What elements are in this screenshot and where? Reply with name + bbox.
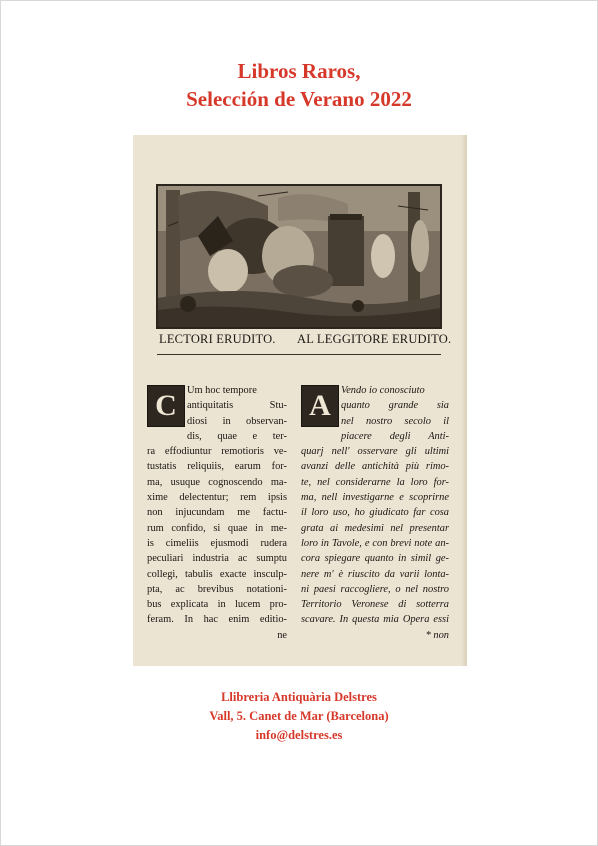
engraving-illustration [156, 184, 442, 329]
latin-line: bus explicata in lucem pro- [147, 599, 287, 611]
italian-line: piacere degli Anti- [341, 430, 449, 442]
page-edge-shadow [461, 135, 467, 666]
latin-line: xime delectentur; rem ipsis [147, 492, 287, 504]
bookshop-name: Llibreria Antiquària Delstres [221, 690, 377, 704]
latin-line: non injucundam me factu- [147, 507, 287, 519]
italian-line: Vendo io conosciuto [341, 385, 425, 396]
latin-line: is cimeliis ejusmodi rudera [147, 537, 287, 549]
latin-line: diosi in observan- [187, 415, 287, 427]
italian-line: Territorio Veronese di sotterra [301, 599, 449, 611]
heading-italian: AL LEGGITORE ERUDITO. [297, 332, 452, 346]
bookshop-email[interactable]: info@delstres.es [255, 728, 343, 742]
latin-line: ra effodiuntur remotioris ve- [147, 446, 287, 458]
italian-line: nere m' è riuscito da varii lonta- [301, 568, 449, 580]
italian-line: cora spiegare quanto in simil ge- [301, 553, 449, 565]
latin-line: collegi, tabulis exacte insculp- [147, 568, 287, 580]
italian-line: avanzi delle antichità più rimo- [301, 461, 449, 473]
latin-line: feram. In hac enim editio- [147, 614, 287, 626]
italian-line: te, nel considerarne la loro for- [301, 476, 449, 488]
latin-line: dis, quae e ter- [187, 430, 287, 442]
latin-line: antiquitatis Stu- [187, 400, 287, 412]
latin-line: Um hoc tempore [187, 385, 257, 396]
italian-line: grata ai medesimi nel presentar [301, 522, 449, 534]
heading-latin: LECTORI ERUDITO. [159, 332, 276, 346]
latin-line: peculiari industria ac sumptu [147, 553, 287, 565]
latin-line: rum confido, si quae in me- [147, 522, 287, 534]
title-line-1: Libros Raros, [237, 59, 361, 83]
italian-line: ma, nell investigarne e scoprirne [301, 492, 449, 504]
italian-line: il loro uso, ho giudicato far cosa [301, 507, 449, 519]
italian-line: ni paesi raccogliere, o nel nostro [301, 583, 449, 595]
latin-line: pta, ac brevibus notationi- [147, 583, 287, 595]
decorated-initial-italian: A [301, 385, 339, 427]
book-page-scan [133, 135, 467, 666]
heading-rule [157, 354, 441, 355]
italian-line: quarj nell' osservare gli ultimi [301, 446, 449, 458]
latin-catchword: ne [277, 629, 287, 641]
italian-catchword: * non [425, 629, 449, 641]
italian-line: loro in Tavole, e con brevi note an- [301, 537, 449, 549]
italian-line: nel nostro secolo il [341, 415, 449, 427]
latin-line: tustatis reliquiis, earum for- [147, 461, 287, 473]
engraving-image [158, 186, 440, 327]
bookshop-address: Vall, 5. Canet de Mar (Barcelona) [209, 709, 389, 723]
italian-text-column [301, 383, 449, 643]
latin-line: ma, usuque cognoscendo ma- [147, 476, 287, 488]
title-line-2: Selección de Verano 2022 [186, 87, 412, 111]
latin-text-column [147, 383, 287, 643]
decorated-initial-latin: C [147, 385, 185, 427]
italian-line: scavare. In questa mia Opera essi [301, 614, 449, 626]
italian-line: quanto grande sia [341, 400, 449, 412]
